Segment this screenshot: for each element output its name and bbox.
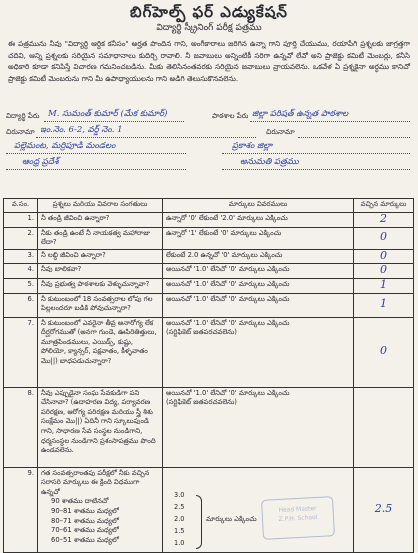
score-value: 0: [380, 248, 387, 262]
row-score[interactable]: [354, 278, 414, 293]
scale-value: 1.5: [174, 526, 185, 535]
scale-value: 3.0: [174, 490, 185, 499]
row-sno: 2.: [4, 227, 38, 249]
address-line-2: [298, 137, 410, 138]
scale-brace: [196, 495, 202, 549]
student-name-line: [44, 121, 184, 122]
row-score[interactable]: [354, 213, 414, 228]
row-sno: 6.: [4, 293, 38, 317]
head-master-stamp: [261, 496, 335, 540]
table-row: [4, 249, 414, 264]
row-question: [38, 467, 163, 552]
row-marks-detail: అయినచో '1.0' లేనిచో '0' మార్కులు ఎక్కించు: [163, 264, 354, 279]
address-value-4[interactable]: ఆంధ్ర ప్రదేశ్: [22, 157, 59, 167]
score-value: 0: [380, 344, 387, 358]
row-question: నీ తండ్రి జీవించి ఉన్నారా?: [38, 213, 163, 228]
question-line: గత సంవత్సరాంతపు పరీక్షలో నీకు వచ్చిన సరాసరి మార్కులు ఈ క్రింది విధముగా ఉన్నచో: [41, 468, 150, 496]
row-score[interactable]: [354, 467, 414, 552]
scale-value: 2.5: [174, 502, 185, 511]
table-row: [4, 467, 414, 552]
stamp-text: Head Master: [278, 505, 317, 515]
address-label: చిరునామా: [6, 128, 35, 136]
table-row: [4, 387, 414, 467]
table-header-row: [4, 199, 414, 213]
row-question: నీకు తండ్రి ఉంటే నీ నాయకత్వ మహారాజు లేదా?: [38, 227, 163, 249]
scale-value: 1.0: [174, 538, 185, 547]
table-row: [4, 317, 414, 387]
address-value-3[interactable]: ప్రకాశం జిల్లా: [232, 141, 273, 151]
score-value: 0: [380, 230, 387, 244]
question-line: 90–81 శాతము మధ్యలో: [51, 506, 119, 515]
address-value-5[interactable]: అనుమతి పత్రము: [240, 157, 299, 167]
assessment-table: [3, 198, 414, 553]
student-name-label: విద్యార్థి పేరు: [6, 112, 40, 120]
question-line: 60–51 శాతము మధ్యలో: [51, 535, 119, 544]
marks-detail-note: (సర్టిఫికెట్ జతపరచవలెను): [166, 398, 237, 407]
marks-detail-note: (సర్టిఫికెట్ జతపరచవలెను): [166, 328, 237, 337]
table-row: [4, 293, 414, 317]
address-line-4: [222, 153, 410, 154]
col-header-sno: వ.సం.: [4, 199, 38, 213]
school-name-line: [250, 121, 410, 122]
school-name-value[interactable]: జిల్లా పరిషత్ ఉన్నత పాఠశాల: [252, 109, 349, 119]
table-row: [4, 264, 414, 279]
row-score[interactable]: [354, 227, 414, 249]
address-value-2[interactable]: పల్లెమంట, మర్రిపూడి మండలం: [14, 141, 116, 151]
row-sno: 9.: [4, 467, 38, 552]
address-label-2: చిరునామా: [266, 128, 295, 136]
student-name-value[interactable]: M. సుమంత్ కుమార్ (మేక కుమార్): [48, 109, 168, 119]
row-sno: 8.: [4, 387, 38, 467]
row-score[interactable]: [354, 249, 414, 264]
intro-paragraph: ఈ పత్రమును నీవు "విద్యార్థి ఆర్థిక కనీసం" అర్హత పొందిన గాని, అంగీకారాలు జరిగిన ఉన్నా గాని పూర్తి చేయుము, రయాపేగి ప్రశ్నలకు జాగ్రత్తగా చదివి, ఆన్ని ప్రశ్నలకు సరియైన సమాధానాలు కుదిర్చి రావాలి. నీ జవాబులు అన్నింటికీ సరిగా ఉన్నవో లేవో అని ప్రాజెక్టు కమిటీ మెంబర్లు, కనీసి అధికారి కూడా కనిపిస్తే విచారణ గమనించబడిను. మీకు తెలిసినంతవరకు సరియైన జవాబులు వ్రాయవలెను. ఒకవేళ ఏ ప్రశ్నకైనా అర్థము కానిచో ప్రాజెక్టు కమిటీ మెంబరును గాని మీ ఉపాధ్యాయులను గాని అడిగి తెలుసుకొనవలెను.: [8, 39, 410, 83]
row-question: నీ కుటుంబంలో ఎవరైనా తీవ్ర అనారోగ్య లేక దీర్ఘరోగముతో (అనగా గుండె, ఊపిరితిత్తులు, మూత్రపిండములు, ఎయిడ్స్, కుష్టు, పోలియో, క్యాన్సర్, పక్షవాతం, కీళ్ళవాతం మొ||) బాధపడుచున్నారా?: [38, 317, 163, 387]
page-title: బిగ్‌హెల్ప్ ఫర్ ఎడ్యుకేషన్: [130, 3, 288, 21]
row-sno: 3.: [4, 249, 38, 264]
question-line: 80–71 శాతము మధ్యలో: [51, 516, 119, 525]
row-question: నీవు ఎప్పుడైనా సంఘ సేవకుడిగా పని చేసినావా? (ఉదాహరణ విద్య, పర్యావరణ పరిరక్షణ, ఆరోగ్య పరిరక్షణ మరియు స్త్రీ శిశు సంక్షేమం మొ||) ఏదినీ గాని స్కూలుపుండి గాని, సాధారణ సేవ సంస్థల నుండిగాని, ధర్మసంస్థల నుండిగాని ప్రశంసాపత్రము పొంది ఉండవలెను.: [38, 387, 163, 467]
question-line: 90 శాతము దాటినచో: [51, 497, 109, 506]
stamp-text: Z.P.H. School: [278, 513, 318, 524]
table-row: [4, 213, 414, 228]
score-value: 0: [380, 263, 387, 277]
row-marks-detail: లేకుంటే 2.0 ఉన్నచో '0' మార్కులు ఎక్కించు: [163, 249, 354, 264]
table-row: [4, 278, 414, 293]
marks-detail-line: అయినచో '1.0' లేనిచో '0' మార్కులు ఎక్కించు: [166, 318, 290, 327]
row-question: నీ లబ్ధి జీవించి ఉన్నారా?: [38, 249, 163, 264]
score-value: 1: [380, 297, 387, 311]
score-value: 1: [380, 277, 387, 291]
row-score[interactable]: [354, 293, 414, 317]
col-header-marks-detail: మార్కులు వివరములు: [163, 199, 354, 213]
page-subtitle: విద్యార్థి స్క్రీనింగ్ పరీక్ష పత్రము: [156, 23, 262, 33]
row-marks-detail: అయినచో '1.0' లేనిచో '0' మార్కులు ఎక్కించు: [163, 278, 354, 293]
address-line-5: [6, 169, 186, 170]
col-header-marks-given: వచ్చిన మార్కులు: [354, 199, 414, 213]
scale-value: 2.0: [174, 514, 185, 523]
row-marks-detail: ఉన్నారో '0' లేకుంటే '2.0' మార్కులు ఎక్కించు: [163, 213, 354, 228]
row-sno: 4.: [4, 264, 38, 279]
row-sno: 7.: [4, 317, 38, 387]
score-value: 2: [380, 212, 387, 225]
marks-detail-line: అయినచో '1.0' లేనిచో '0' మార్కులు ఎక్కించు: [166, 388, 290, 397]
row-marks-detail: అయినచో '1.0' లేనిచో '0' మార్కులు ఎక్కించు: [163, 293, 354, 317]
address-line: [36, 137, 256, 138]
row-question: నీవు ప్రభుత్వ పాఠశాలకు వెళ్ళుచున్నావా?: [38, 278, 163, 293]
row-question: నీవు బాలికవా?: [38, 264, 163, 279]
row-marks-detail: [163, 317, 354, 387]
row-question: నీ కుటుంబంలో 18 సంవత్సరాల లోపు గల పిల్లలందరూ బడికి పోవుచున్నారా?: [38, 293, 163, 317]
address-value[interactable]: ఇం.నెం. 6-2, వర్డ్ నెం. 1: [40, 125, 123, 135]
row-marks-detail: ఉన్నారో '1' లేకుంటే '0' మార్కులు ఎక్కించు: [163, 227, 354, 249]
address-line-6: [222, 169, 410, 170]
question-line: 70–61 శాతము మధ్యలో: [51, 526, 119, 535]
row-marks-detail: [163, 387, 354, 467]
scale-label: మార్కులు ఎక్కించు: [206, 514, 257, 523]
row-sno: 1.: [4, 213, 38, 228]
row-score[interactable]: [354, 317, 414, 387]
row-score[interactable]: [354, 264, 414, 279]
row-score[interactable]: [354, 387, 414, 467]
col-header-question: ప్రశ్నలు మరియు వివరాల సంగతులు: [38, 199, 163, 213]
row-sno: 5.: [4, 278, 38, 293]
school-name-label: పాఠశాల పేరు: [212, 112, 249, 120]
address-line-3: [6, 153, 186, 154]
table-row: [4, 227, 414, 249]
score-value: 2.5: [374, 501, 393, 515]
